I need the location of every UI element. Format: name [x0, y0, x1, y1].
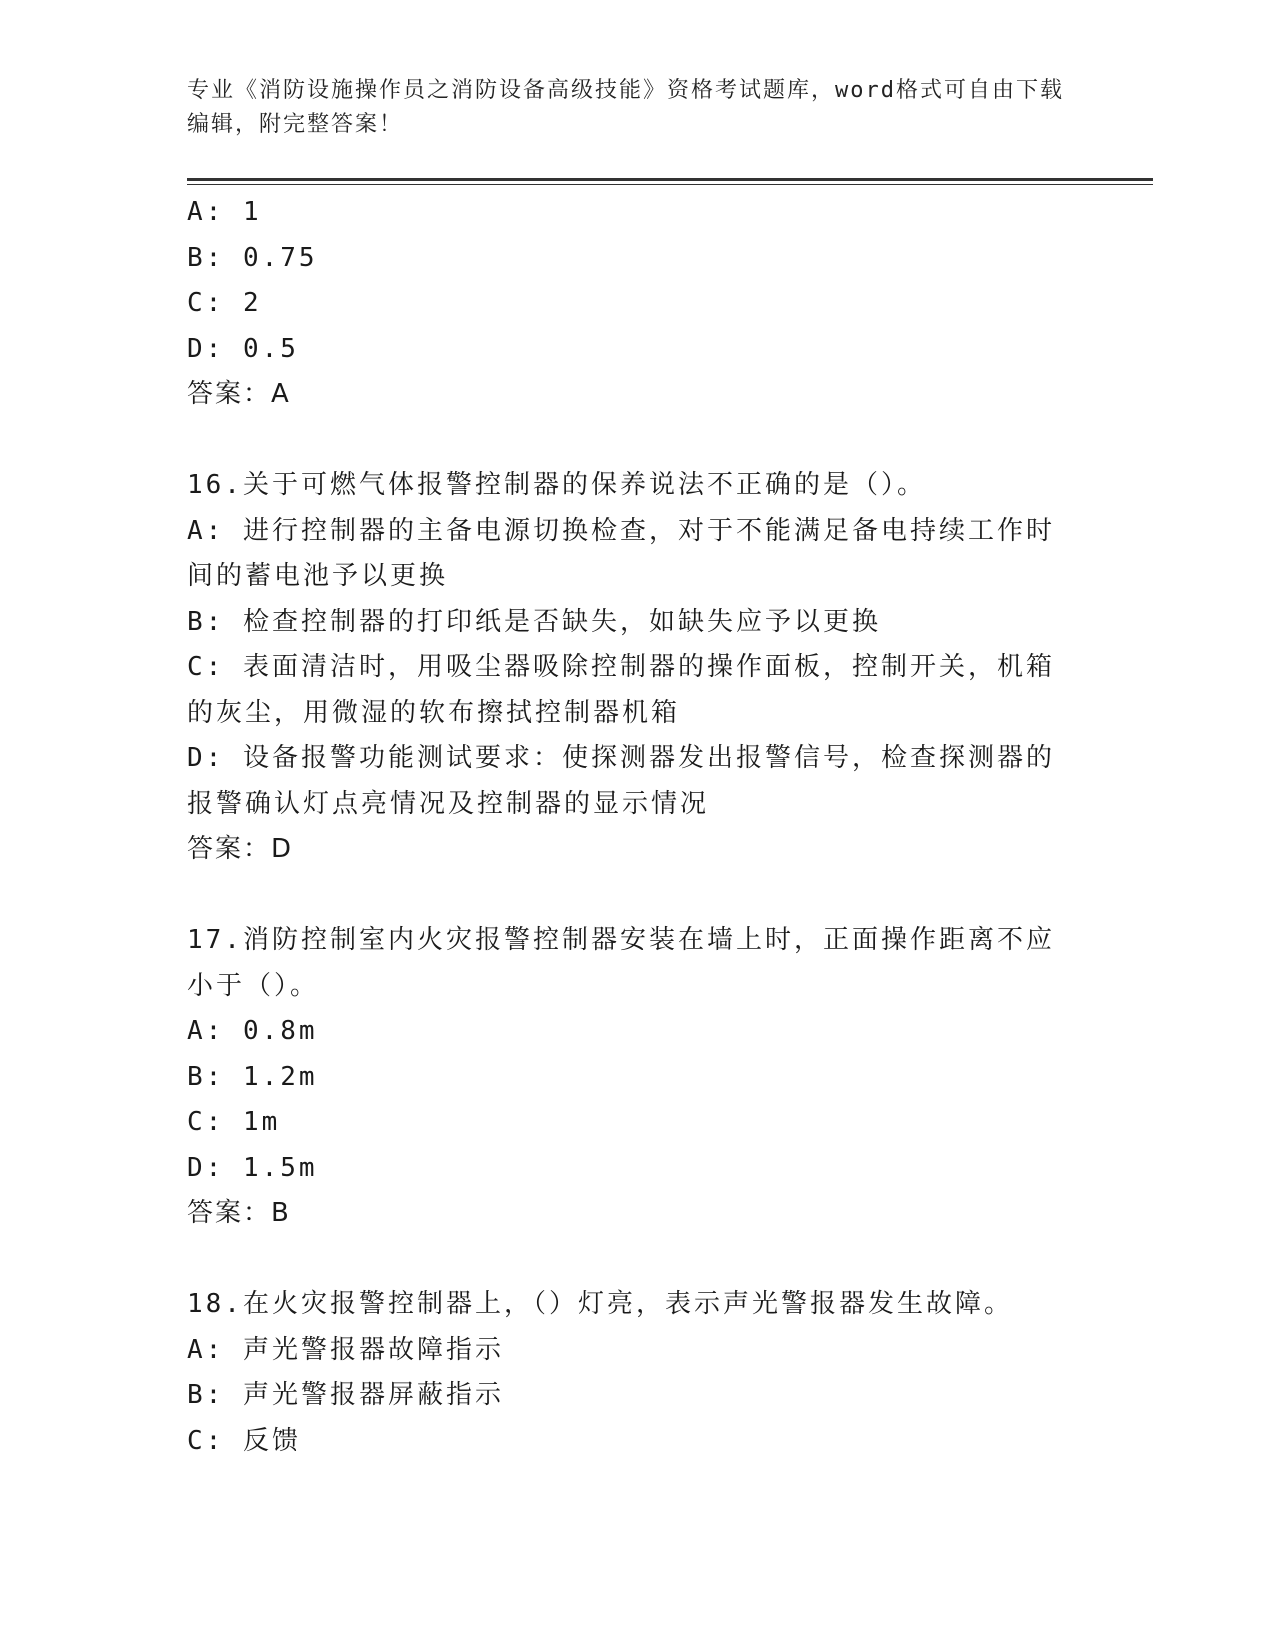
- question-stem: 18.在火灾报警控制器上，（）灯亮，表示声光警报器发生故障。: [187, 1289, 1013, 1319]
- option-a: A: 1: [187, 197, 262, 227]
- question-stem: 17.消防控制室内火灾报警控制器安装在墙上时，正面操作距离不应小于（）。: [187, 925, 1055, 1001]
- option-b: B: 0.75: [187, 242, 318, 273]
- question-stem: 16.关于可燃气体报警控制器的保养说法不正确的是（）。: [187, 470, 926, 500]
- option-c: C: 反馈: [187, 1425, 301, 1456]
- option-c: C: 表面清洁时，用吸尘器吸除控制器的操作面板，控制开关，机箱的灰尘，用微湿的软布擦拭控制器机箱: [187, 652, 1055, 728]
- answer-line: 答案：D: [187, 834, 294, 864]
- option-a: A: 声光警报器故障指示: [187, 1334, 504, 1365]
- option-a: A: 进行控制器的主备电源切换检查，对于不能满足备电持续工作时间的蓄电池予以更换: [187, 515, 1055, 591]
- option-d: D: 0.5: [187, 333, 299, 364]
- answer-line: 答案：A: [187, 379, 291, 409]
- page-header-title: 专业《消防设施操作员之消防设备高级技能》资格考试题库，word格式可自由下载编辑，附完整答案！: [187, 78, 1064, 137]
- header-divider-thin: [187, 184, 1153, 185]
- option-d: D: 设备报警功能测试要求：使探测器发出报警信号，检查探测器的报警确认灯点亮情况及控制器的显示情况: [187, 743, 1055, 819]
- option-c: C: 1m: [187, 1107, 281, 1137]
- question-block-16: [187, 463, 1087, 873]
- option-b: B: 声光警报器屏蔽指示: [187, 1380, 504, 1410]
- option-a: A: 0.8m: [187, 1016, 318, 1046]
- header-divider-thick: [187, 178, 1153, 181]
- option-b: B: 检查控制器的打印纸是否缺失，如缺失应予以更换: [187, 606, 881, 637]
- option-b: B: 1.2m: [187, 1061, 318, 1092]
- question-block-17: [187, 918, 1087, 1237]
- question-block-18: [187, 1282, 1087, 1464]
- question-block-15: [187, 190, 1087, 418]
- answer-line: 答案：B: [187, 1198, 291, 1228]
- question-content: [187, 190, 1087, 1464]
- option-d: D: 1.5m: [187, 1152, 318, 1183]
- option-c: C: 2: [187, 288, 262, 318]
